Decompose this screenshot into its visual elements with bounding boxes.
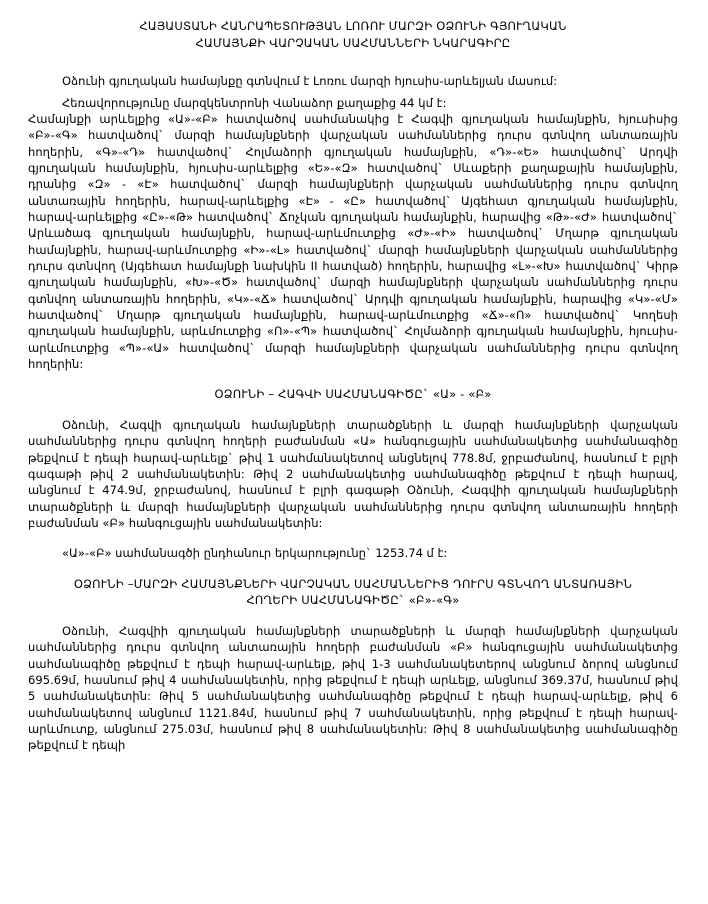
section-ab-closing: «Ա»-«Բ» սահմանագծի ընդհանուր երկարությունը` 1253.74 մ է: (62, 546, 448, 561)
document-title-line-2: ՀԱՄԱՅՆՔԻ ՎԱՐՉԱԿԱՆ ՍԱՀՄԱՆՆԵՐԻ ՆԿԱՐԱԳԻՐԸ (195, 35, 511, 50)
intro-paragraph-2: Հեռավորությունը մարզկենտրոնի Վանաձոր քաղաքից 44 կմ է: (62, 95, 447, 110)
intro-paragraph-1: Օձունի գյուղական համայնքը գտնվում է Լոռու մարզի հյուսիս-արևելյան մասում: (62, 74, 558, 89)
section-heading-bg (28, 576, 678, 609)
document-title (38, 18, 668, 51)
section-heading-ab (28, 386, 678, 403)
description-paragraph: Համայնքի արևելքից «Ա»-«Բ» հատվածով սահմանակից է Հագվի գյուղական համայնքին, հյուսիսից «Բ»-«Գ» հատվածով` մարզի համայնքների վարչական սահմաններից դուրս գտնվող անտառային հողերին, «Գ»-«Դ» հատվածով` Հոլմաձորի գյուղական համայնքին, «Դ»-«Ե» հատվածով` Արդվի գյուղական համայնքին, հյուսիս-արևելքից «Ե»-«Զ» հատվածով` Սևաքերի քաղաքային համայնքին, դրանից «Զ» - «Է» հատվածով` մարզի համայնքների վարչական սահմաններից դուրս գտնվող անտառային հողերին, հարավ-արևելքից «Է» - «Ը» հատվածով` Այգեհատ գյուղական համայնքին, հարավ-արևելքից «Ը»-«Թ» հատվածով` Ճոչկան գյուղական համայնքին, հարավից «Թ»-«Ժ» հատվածով` Արևածագ գյուղական համայնքին, հարավ-արևմուտքից «Ժ»-«Ի» հատվածով` Մղարթ գյուղական համայնքին, հարավ-արևմուտքից «Ի»-«Լ» հատվածով` մարզի համայնքների վարչական սահմաններից դուրս գտնվող (Այգեհատ համայնքի նախկին II հատված) հողերին, հարավից «Լ»-«Խ» հատվածով` Կիրթ գյուղական համայնքին, «Խ»-«Ծ» հատվածով` մարզի համայնքների վարչական սահմաններից դուրս գտնվող անտառային հողերին, «Կ»-«Ճ» հատվածով` Արդվի գյուղական համայնքին, հարավից «Կ»-«Մ» հատվածով` Մղարթ գյուղական համայնքին, հարավ-արևմուտքից «Ճ»-«Ո» հատվածով` Կողեսի գյուղական համայնքին, արևմուտքից «Ո»-«Պ» հատվածով` Հոլմաձորի գյուղական համայնքին, հյուսիս-արևմուտքից «Պ»-«Ա» հատվածով` մարզի համայնքների վարչական սահմաններից դուրս գտնվող հողերին: (28, 112, 678, 371)
section-bg-paragraph: Օձունի, Հագվիի գյուղական համայնքների տարածքների և մարզի համայնքների վարչական սահմաններից դուրս գտնվող անտառային հողերի բաժանման «Բ» հանգուցային սահմանակետից սահմանագիծը թեքվում է դեպի հարավ-արևելք, թիվ 1-3 սահմանակետերով անցնում ձորով անցնում 695.69մ, հասնում թիվ 4 սահմանակետին, որից թեքվում է դեպի արևելք, անցնում 369.37մ, հասնում թիվ 5 սահմանակետին: Թիվ 5 սահմանակետից սահմանագիծը թեքվում է դեպի հարավ-արևելք, թիվ 6 սահմանակետով անցնում 1121.84մ, հասնում թիվ 7 սահմանակետին, որից թեքվում է դեպի հարավ-արևմուտք, անցնում 275.03մ, հասնում թիվ 8 սահմանակետին: Թիվ 8 սահմանակետից սահմանագիծը թեքվում է դեպի (28, 623, 678, 753)
document-title-line-1: ՀԱՅԱՍՏԱՆԻ ՀԱՆՐԱՊԵՏՈՒԹՅԱՆ ԼՈՌՈՒ ՄԱՐԶԻ ՕՁՈՒՆԻ ԳՅՈՒՂԱԿԱՆ (139, 19, 567, 33)
section-heading-bg-line-2: ՀՈՂԵՐԻ ՍԱՀՄԱՆԱԳԻԾԸ` «Բ»-«Գ» (246, 593, 460, 608)
section-ab-paragraph: Օձունի, Հագվի գյուղական համայնքների տարածքների և մարզի համայնքների վարչական սահմաններից դուրս գտնվող հողերի բաժանման «Ա» հանգուցային սահմանակետից սահմանագիծը թեքվում է դեպի հարավ-արևելք` թիվ 1 սահմանակետով անցնելով 778.8մ, ջրբաժանով, հասնում է բլրի գագաթի թիվ 2 սահմանակետին: Թիվ 2 սահմանակետից սահմանագիծը թեքվում է դեպի հարավ, անցնում է 474.9մ, ջրբաժանով, հասնում է բլրի գագաթի Օձունի, Հագվիի գյուղական համայնքների տարածքների և մարզի համայնքների վարչական սահմաններից դուրս գտնվող անտառային հողերի բաժանման «Բ» հանգուցային սահմանակետին: (28, 417, 678, 530)
section-heading-bg-line-1: ՕՁՈՒՆԻ –ՄԱՐԶԻ ՀԱՄԱՅՆՔՆԵՐԻ ՎԱՐՉԱԿԱՆ ՍԱՀՄԱՆՆԵՐԻՑ ԴՈՒՐՍ ԳՏՆՎՈՂ ԱՆՏԱՌԱՅԻՆ (73, 576, 633, 591)
section-heading-ab-line-1: ՕՁՈՒՆԻ – ՀԱԳՎԻ ՍԱՀՄԱՆԱԳԻԾԸ` «Ա» - «Բ» (214, 387, 492, 402)
